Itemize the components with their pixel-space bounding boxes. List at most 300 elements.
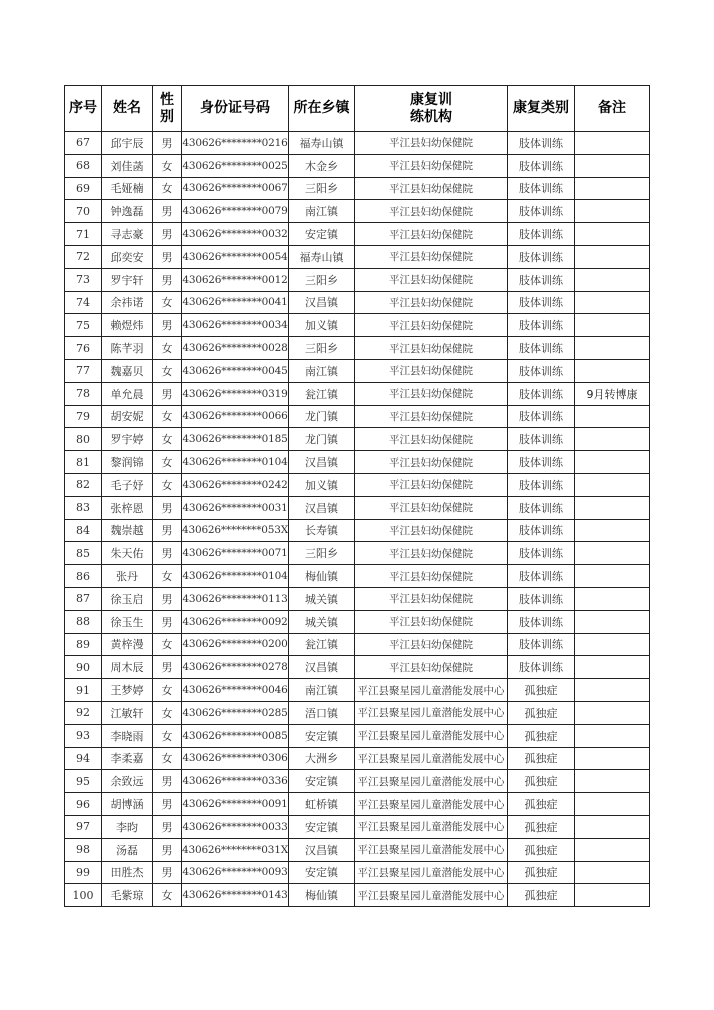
cell-rehab-org: 平江县妇幼保健院: [355, 565, 508, 588]
cell-note: [575, 861, 650, 884]
table-row: [65, 154, 650, 177]
cell-id-number: 430626********0104: [182, 451, 289, 474]
table-row: [65, 200, 650, 223]
cell-gender: 男: [153, 268, 182, 291]
cell-seq: 91: [65, 679, 102, 702]
cell-seq: 97: [65, 815, 102, 838]
table-row: [65, 132, 650, 155]
cell-rehab-org: 平江县妇幼保健院: [355, 587, 508, 610]
cell-id-number: 430626********0071: [182, 542, 289, 565]
table-row: [65, 405, 650, 428]
cell-note: [575, 542, 650, 565]
cell-rehab-org: 平江县聚星园儿童潜能发展中心: [355, 747, 508, 770]
cell-gender: 男: [153, 542, 182, 565]
table-row: [65, 565, 650, 588]
cell-town: 南江镇: [289, 200, 355, 223]
cell-name: 邱宇辰: [102, 132, 153, 155]
header-note: 备注: [575, 86, 650, 132]
cell-id-number: 430626********0306: [182, 747, 289, 770]
cell-rehab-category: 孤独症: [508, 724, 575, 747]
header-gender-label: 性别: [160, 91, 174, 125]
cell-seq: 96: [65, 793, 102, 816]
cell-note: [575, 838, 650, 861]
cell-town: 城关镇: [289, 610, 355, 633]
table-row: [65, 496, 650, 519]
cell-name: 黄梓漫: [102, 633, 153, 656]
cell-seq: 82: [65, 473, 102, 496]
cell-town: 汉昌镇: [289, 451, 355, 474]
cell-note: [575, 314, 650, 337]
cell-id-number: 430626********0185: [182, 428, 289, 451]
cell-seq: 83: [65, 496, 102, 519]
cell-note: [575, 359, 650, 382]
cell-seq: 94: [65, 747, 102, 770]
cell-seq: 84: [65, 519, 102, 542]
cell-rehab-category: 肢体训练: [508, 268, 575, 291]
cell-rehab-category: 肢体训练: [508, 291, 575, 314]
cell-rehab-org: 平江县妇幼保健院: [355, 382, 508, 405]
table-row: [65, 656, 650, 679]
cell-town: 大洲乡: [289, 747, 355, 770]
cell-gender: 女: [153, 337, 182, 360]
cell-town: 城关镇: [289, 587, 355, 610]
cell-note: [575, 565, 650, 588]
cell-rehab-category: 孤独症: [508, 838, 575, 861]
cell-note: [575, 815, 650, 838]
cell-seq: 77: [65, 359, 102, 382]
cell-note: [575, 405, 650, 428]
cell-note: 9月转博康: [575, 382, 650, 405]
table-row: [65, 519, 650, 542]
cell-gender: 男: [153, 200, 182, 223]
cell-note: [575, 724, 650, 747]
cell-seq: 90: [65, 656, 102, 679]
cell-rehab-org: 平江县聚星园儿童潜能发展中心: [355, 724, 508, 747]
cell-town: 长寿镇: [289, 519, 355, 542]
cell-rehab-category: 孤独症: [508, 861, 575, 884]
cell-rehab-org: 平江县妇幼保健院: [355, 337, 508, 360]
cell-seq: 70: [65, 200, 102, 223]
cell-seq: 74: [65, 291, 102, 314]
cell-rehab-org: 平江县妇幼保健院: [355, 496, 508, 519]
cell-town: 汉昌镇: [289, 656, 355, 679]
cell-id-number: 430626********0242: [182, 473, 289, 496]
cell-name: 钟逸磊: [102, 200, 153, 223]
cell-gender: 男: [153, 132, 182, 155]
cell-rehab-org: 平江县妇幼保健院: [355, 451, 508, 474]
cell-name: 汤磊: [102, 838, 153, 861]
cell-rehab-org: 平江县妇幼保健院: [355, 314, 508, 337]
cell-seq: 72: [65, 245, 102, 268]
cell-rehab-category: 肢体训练: [508, 565, 575, 588]
table-row: [65, 451, 650, 474]
cell-name: 李晓雨: [102, 724, 153, 747]
table-row: [65, 747, 650, 770]
cell-rehab-org: 平江县妇幼保健院: [355, 610, 508, 633]
cell-rehab-category: 肢体训练: [508, 314, 575, 337]
cell-gender: 男: [153, 314, 182, 337]
cell-gender: 男: [153, 223, 182, 246]
cell-rehab-category: 肢体训练: [508, 496, 575, 519]
cell-seq: 80: [65, 428, 102, 451]
cell-town: 三阳乡: [289, 542, 355, 565]
cell-rehab-category: 孤独症: [508, 679, 575, 702]
cell-note: [575, 587, 650, 610]
cell-gender: 女: [153, 359, 182, 382]
cell-gender: 男: [153, 587, 182, 610]
table-row: [65, 177, 650, 200]
cell-id-number: 430626********0028: [182, 337, 289, 360]
cell-seq: 76: [65, 337, 102, 360]
cell-note: [575, 223, 650, 246]
table-row: [65, 724, 650, 747]
cell-rehab-category: 肢体训练: [508, 451, 575, 474]
cell-id-number: 430626********0200: [182, 633, 289, 656]
cell-note: [575, 245, 650, 268]
table-row: [65, 337, 650, 360]
cell-rehab-org: 平江县聚星园儿童潜能发展中心: [355, 679, 508, 702]
cell-town: 三阳乡: [289, 337, 355, 360]
cell-town: 加义镇: [289, 473, 355, 496]
cell-name: 刘佳菡: [102, 154, 153, 177]
cell-name: 毛紫琼: [102, 884, 153, 907]
cell-rehab-category: 肢体训练: [508, 405, 575, 428]
cell-rehab-org: 平江县妇幼保健院: [355, 154, 508, 177]
header-id: 身份证号码: [182, 86, 289, 132]
cell-rehab-category: 肢体训练: [508, 382, 575, 405]
cell-seq: 73: [65, 268, 102, 291]
cell-seq: 98: [65, 838, 102, 861]
cell-rehab-category: 肢体训练: [508, 337, 575, 360]
cell-rehab-org: 平江县妇幼保健院: [355, 223, 508, 246]
cell-name: 余致远: [102, 770, 153, 793]
header-town: 所在乡镇: [289, 86, 355, 132]
cell-note: [575, 268, 650, 291]
cell-rehab-category: 孤独症: [508, 815, 575, 838]
table-row: [65, 861, 650, 884]
cell-seq: 95: [65, 770, 102, 793]
cell-note: [575, 473, 650, 496]
cell-name: 罗宇婷: [102, 428, 153, 451]
cell-note: [575, 132, 650, 155]
cell-town: 龙门镇: [289, 405, 355, 428]
cell-town: 安定镇: [289, 861, 355, 884]
cell-town: 加义镇: [289, 314, 355, 337]
table-row: [65, 610, 650, 633]
cell-town: 浯口镇: [289, 701, 355, 724]
cell-rehab-org: 平江县聚星园儿童潜能发展中心: [355, 701, 508, 724]
cell-gender: 女: [153, 428, 182, 451]
cell-note: [575, 770, 650, 793]
cell-rehab-org: 平江县妇幼保健院: [355, 177, 508, 200]
table-row: [65, 633, 650, 656]
cell-rehab-category: 肢体训练: [508, 223, 575, 246]
cell-name: 江敏轩: [102, 701, 153, 724]
cell-gender: 男: [153, 838, 182, 861]
cell-rehab-category: 肢体训练: [508, 542, 575, 565]
cell-note: [575, 793, 650, 816]
cell-rehab-category: 孤独症: [508, 884, 575, 907]
cell-rehab-category: 肢体训练: [508, 200, 575, 223]
cell-id-number: 430626********0041: [182, 291, 289, 314]
cell-rehab-category: 肢体训练: [508, 587, 575, 610]
cell-note: [575, 154, 650, 177]
cell-town: 南江镇: [289, 359, 355, 382]
cell-name: 胡博涵: [102, 793, 153, 816]
cell-gender: 女: [153, 291, 182, 314]
cell-town: 安定镇: [289, 724, 355, 747]
cell-id-number: 430626********0285: [182, 701, 289, 724]
cell-id-number: 430626********0319: [182, 382, 289, 405]
cell-rehab-category: 肢体训练: [508, 519, 575, 542]
cell-seq: 87: [65, 587, 102, 610]
cell-seq: 92: [65, 701, 102, 724]
cell-seq: 75: [65, 314, 102, 337]
cell-note: [575, 428, 650, 451]
cell-id-number: 430626********0034: [182, 314, 289, 337]
cell-town: 汉昌镇: [289, 838, 355, 861]
cell-name: 单允晨: [102, 382, 153, 405]
cell-gender: 男: [153, 656, 182, 679]
cell-note: [575, 451, 650, 474]
cell-name: 罗宇轩: [102, 268, 153, 291]
header-row: [65, 86, 650, 132]
cell-id-number: 430626********0104: [182, 565, 289, 588]
cell-gender: 女: [153, 724, 182, 747]
cell-town: 梅仙镇: [289, 565, 355, 588]
rehab-roster-table: [64, 85, 650, 907]
cell-id-number: 430626********0067: [182, 177, 289, 200]
table-row: [65, 473, 650, 496]
cell-town: 福寿山镇: [289, 132, 355, 155]
cell-gender: 女: [153, 473, 182, 496]
cell-rehab-category: 肢体训练: [508, 245, 575, 268]
cell-id-number: 430626********0093: [182, 861, 289, 884]
cell-id-number: 430626********0278: [182, 656, 289, 679]
cell-note: [575, 610, 650, 633]
table-row: [65, 542, 650, 565]
table-row: [65, 359, 650, 382]
cell-gender: 男: [153, 245, 182, 268]
cell-name: 黎润锦: [102, 451, 153, 474]
cell-gender: 女: [153, 177, 182, 200]
cell-seq: 93: [65, 724, 102, 747]
table-row: [65, 587, 650, 610]
cell-rehab-category: 孤独症: [508, 770, 575, 793]
cell-gender: 女: [153, 565, 182, 588]
cell-seq: 99: [65, 861, 102, 884]
cell-id-number: 430626********0054: [182, 245, 289, 268]
table-row: [65, 815, 650, 838]
cell-seq: 67: [65, 132, 102, 155]
cell-note: [575, 177, 650, 200]
cell-rehab-org: 平江县聚星园儿童潜能发展中心: [355, 793, 508, 816]
cell-rehab-org: 平江县妇幼保健院: [355, 633, 508, 656]
cell-rehab-org: 平江县聚星园儿童潜能发展中心: [355, 815, 508, 838]
cell-rehab-org: 平江县聚星园儿童潜能发展中心: [355, 884, 508, 907]
table-row: [65, 793, 650, 816]
cell-id-number: 430626********053X: [182, 519, 289, 542]
cell-id-number: 430626********0079: [182, 200, 289, 223]
table-row: [65, 884, 650, 907]
cell-town: 汉昌镇: [289, 291, 355, 314]
table-row: [65, 428, 650, 451]
cell-rehab-org: 平江县妇幼保健院: [355, 519, 508, 542]
cell-seq: 100: [65, 884, 102, 907]
cell-note: [575, 291, 650, 314]
cell-id-number: 430626********0113: [182, 587, 289, 610]
cell-rehab-org: 平江县妇幼保健院: [355, 200, 508, 223]
cell-rehab-org: 平江县妇幼保健院: [355, 132, 508, 155]
cell-name: 李昀: [102, 815, 153, 838]
cell-note: [575, 679, 650, 702]
cell-seq: 79: [65, 405, 102, 428]
cell-name: 张梓恩: [102, 496, 153, 519]
cell-rehab-org: 平江县妇幼保健院: [355, 473, 508, 496]
table-row: [65, 679, 650, 702]
cell-name: 毛子妤: [102, 473, 153, 496]
cell-town: 瓮江镇: [289, 633, 355, 656]
cell-gender: 男: [153, 496, 182, 519]
cell-rehab-org: 平江县妇幼保健院: [355, 405, 508, 428]
cell-gender: 男: [153, 770, 182, 793]
cell-note: [575, 496, 650, 519]
cell-seq: 88: [65, 610, 102, 633]
cell-gender: 女: [153, 747, 182, 770]
cell-seq: 81: [65, 451, 102, 474]
table-row: [65, 314, 650, 337]
header-gender: [153, 86, 182, 132]
cell-note: [575, 200, 650, 223]
cell-name: 陈芊羽: [102, 337, 153, 360]
cell-note: [575, 633, 650, 656]
cell-name: 李柔嘉: [102, 747, 153, 770]
cell-name: 寻志豪: [102, 223, 153, 246]
cell-note: [575, 747, 650, 770]
cell-id-number: 430626********0031: [182, 496, 289, 519]
cell-rehab-category: 肢体训练: [508, 473, 575, 496]
cell-note: [575, 701, 650, 724]
table-row: [65, 701, 650, 724]
cell-seq: 69: [65, 177, 102, 200]
cell-seq: 68: [65, 154, 102, 177]
cell-town: 木金乡: [289, 154, 355, 177]
cell-id-number: 430626********0092: [182, 610, 289, 633]
cell-id-number: 430626********0336: [182, 770, 289, 793]
table-row: [65, 770, 650, 793]
cell-town: 三阳乡: [289, 268, 355, 291]
cell-id-number: 430626********0012: [182, 268, 289, 291]
cell-id-number: 430626********0066: [182, 405, 289, 428]
table-row: [65, 223, 650, 246]
cell-name: 朱天佑: [102, 542, 153, 565]
cell-name: 余祎诺: [102, 291, 153, 314]
cell-rehab-category: 孤独症: [508, 793, 575, 816]
cell-rehab-org: 平江县妇幼保健院: [355, 428, 508, 451]
cell-town: 安定镇: [289, 770, 355, 793]
cell-id-number: 430626********031X: [182, 838, 289, 861]
cell-gender: 男: [153, 861, 182, 884]
cell-rehab-org: 平江县妇幼保健院: [355, 291, 508, 314]
table-row: [65, 382, 650, 405]
cell-name: 魏嘉贝: [102, 359, 153, 382]
cell-gender: 女: [153, 701, 182, 724]
cell-id-number: 430626********0032: [182, 223, 289, 246]
cell-id-number: 430626********0085: [182, 724, 289, 747]
cell-town: 龙门镇: [289, 428, 355, 451]
table-row: [65, 268, 650, 291]
cell-name: 田胜杰: [102, 861, 153, 884]
cell-name: 邱奕安: [102, 245, 153, 268]
cell-name: 张丹: [102, 565, 153, 588]
cell-rehab-org: 平江县妇幼保健院: [355, 656, 508, 679]
cell-id-number: 430626********0046: [182, 679, 289, 702]
cell-rehab-org: 平江县聚星园儿童潜能发展中心: [355, 838, 508, 861]
cell-rehab-org: 平江县聚星园儿童潜能发展中心: [355, 770, 508, 793]
header-seq: 序号: [65, 86, 102, 132]
cell-rehab-org: 平江县妇幼保健院: [355, 542, 508, 565]
table-row: [65, 291, 650, 314]
cell-gender: 女: [153, 451, 182, 474]
cell-name: 赖煜炜: [102, 314, 153, 337]
cell-rehab-category: 孤独症: [508, 701, 575, 724]
cell-name: 周木辰: [102, 656, 153, 679]
cell-note: [575, 656, 650, 679]
cell-seq: 71: [65, 223, 102, 246]
header-org-label: 康复训练机构: [410, 91, 452, 125]
cell-gender: 女: [153, 154, 182, 177]
cell-gender: 女: [153, 405, 182, 428]
cell-town: 福寿山镇: [289, 245, 355, 268]
cell-rehab-org: 平江县妇幼保健院: [355, 245, 508, 268]
cell-name: 毛娅楠: [102, 177, 153, 200]
cell-seq: 78: [65, 382, 102, 405]
cell-id-number: 430626********0216: [182, 132, 289, 155]
cell-gender: 女: [153, 679, 182, 702]
cell-name: 徐玉启: [102, 587, 153, 610]
cell-rehab-category: 肢体训练: [508, 656, 575, 679]
cell-id-number: 430626********0143: [182, 884, 289, 907]
cell-town: 虹桥镇: [289, 793, 355, 816]
cell-rehab-category: 肢体训练: [508, 154, 575, 177]
cell-gender: 男: [153, 519, 182, 542]
header-name: 姓名: [102, 86, 153, 132]
cell-name: 王梦婷: [102, 679, 153, 702]
cell-gender: 男: [153, 610, 182, 633]
header-category: 康复类别: [508, 86, 575, 132]
cell-seq: 86: [65, 565, 102, 588]
header-org: [355, 86, 508, 132]
cell-rehab-category: 肢体训练: [508, 177, 575, 200]
cell-name: 魏崇越: [102, 519, 153, 542]
cell-rehab-category: 肢体训练: [508, 610, 575, 633]
cell-rehab-category: 肢体训练: [508, 132, 575, 155]
cell-note: [575, 884, 650, 907]
cell-id-number: 430626********0033: [182, 815, 289, 838]
cell-town: 安定镇: [289, 223, 355, 246]
cell-note: [575, 519, 650, 542]
cell-town: 梅仙镇: [289, 884, 355, 907]
cell-rehab-org: 平江县聚星园儿童潜能发展中心: [355, 861, 508, 884]
cell-town: 安定镇: [289, 815, 355, 838]
cell-rehab-category: 肢体训练: [508, 428, 575, 451]
cell-rehab-org: 平江县妇幼保健院: [355, 359, 508, 382]
cell-town: 南江镇: [289, 679, 355, 702]
cell-gender: 男: [153, 793, 182, 816]
table-row: [65, 245, 650, 268]
cell-seq: 89: [65, 633, 102, 656]
cell-town: 汉昌镇: [289, 496, 355, 519]
